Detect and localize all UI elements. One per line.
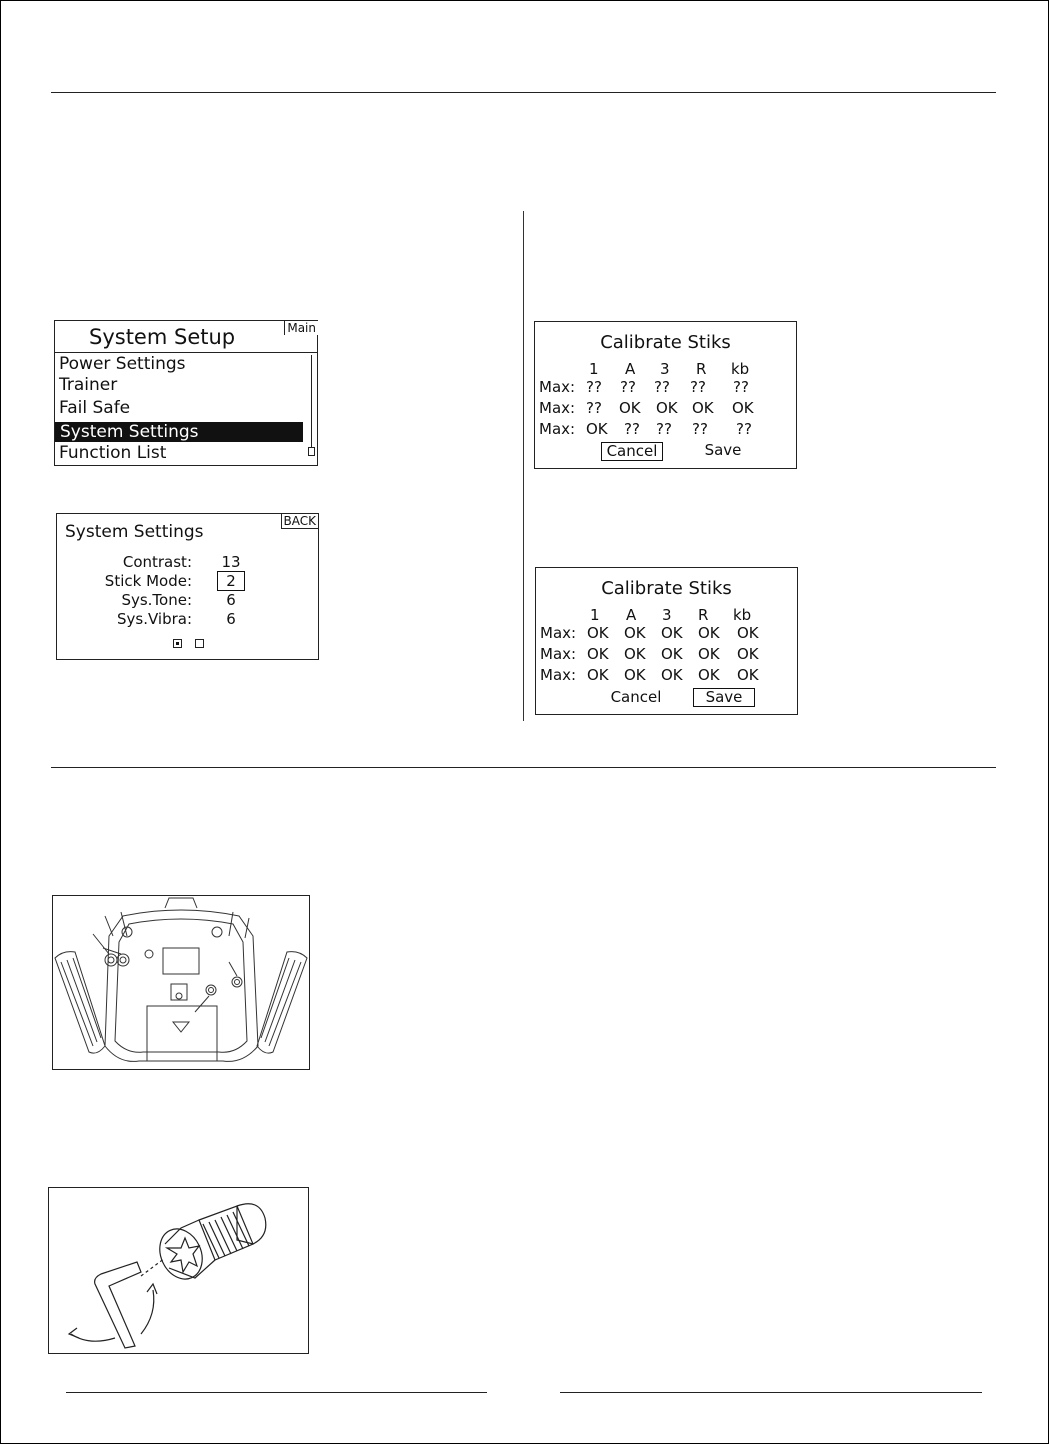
header-1: 1 bbox=[590, 606, 600, 624]
row-value: ?? bbox=[586, 399, 602, 417]
row-value: ?? bbox=[620, 378, 636, 396]
row-value: OK bbox=[587, 666, 609, 684]
row-value: ?? bbox=[654, 378, 670, 396]
allen-key-figure bbox=[48, 1187, 309, 1354]
row-label: Max: bbox=[539, 399, 576, 417]
row-value: OK bbox=[698, 645, 720, 663]
header-3: 3 bbox=[660, 360, 670, 378]
page-indicator-1[interactable] bbox=[173, 639, 182, 648]
row-value: ?? bbox=[692, 420, 708, 438]
row-value: ?? bbox=[733, 378, 749, 396]
row-label: Max: bbox=[540, 666, 577, 684]
footer-rule-right bbox=[560, 1392, 982, 1393]
save-button[interactable]: Save bbox=[693, 688, 755, 707]
header-1: 1 bbox=[589, 360, 599, 378]
header-a: A bbox=[625, 360, 636, 378]
row-value: OK bbox=[737, 645, 759, 663]
back-button[interactable]: BACK bbox=[281, 513, 319, 529]
header-kb: kb bbox=[731, 360, 750, 378]
page-indicator-2[interactable] bbox=[195, 639, 204, 648]
row-value: ?? bbox=[624, 420, 640, 438]
scrollbar-track[interactable] bbox=[311, 355, 312, 453]
row-value: OK bbox=[656, 399, 678, 417]
footer-rule-left bbox=[66, 1392, 487, 1393]
row-label: Max: bbox=[539, 420, 576, 438]
row-value: ?? bbox=[586, 378, 602, 396]
sys-vibra-value[interactable]: 6 bbox=[226, 610, 236, 628]
header-3: 3 bbox=[662, 606, 672, 624]
menu-item-system-settings[interactable]: System Settings bbox=[55, 422, 303, 442]
sys-tone-label: Sys.Tone: bbox=[121, 591, 192, 609]
row-label: Max: bbox=[540, 624, 577, 642]
row-value: OK bbox=[619, 399, 641, 417]
save-button[interactable]: Save bbox=[704, 441, 742, 459]
sys-vibra-label: Sys.Vibra: bbox=[116, 610, 192, 628]
cancel-button[interactable]: Cancel bbox=[601, 442, 663, 461]
screen-title: System Settings bbox=[65, 522, 204, 542]
calibrate-screen-1 bbox=[534, 321, 797, 469]
row-value: OK bbox=[737, 624, 759, 642]
allen-key-drawing bbox=[49, 1188, 308, 1353]
row-value: OK bbox=[692, 399, 714, 417]
row-value: ?? bbox=[736, 420, 752, 438]
row-value: OK bbox=[586, 420, 608, 438]
row-value: OK bbox=[698, 624, 720, 642]
header-kb: kb bbox=[733, 606, 752, 624]
stick-mode-label: Stick Mode: bbox=[104, 572, 192, 590]
row-value: OK bbox=[587, 624, 609, 642]
header-r: R bbox=[698, 606, 709, 624]
row-label: Max: bbox=[540, 645, 577, 663]
main-tab[interactable]: Main bbox=[284, 320, 318, 335]
stick-mode-value[interactable]: 2 bbox=[217, 571, 245, 591]
contrast-value[interactable]: 13 bbox=[221, 553, 241, 571]
menu-item-power-settings[interactable]: Power Settings bbox=[59, 354, 186, 374]
menu-item-function-list[interactable]: Function List bbox=[59, 443, 167, 463]
row-value: OK bbox=[624, 624, 646, 642]
contrast-label: Contrast: bbox=[122, 553, 192, 571]
header-r: R bbox=[696, 360, 707, 378]
top-rule bbox=[51, 92, 996, 93]
header-a: A bbox=[626, 606, 637, 624]
row-value: OK bbox=[661, 645, 683, 663]
row-value: OK bbox=[698, 666, 720, 684]
system-setup-screen bbox=[54, 320, 318, 466]
row-value: ?? bbox=[690, 378, 706, 396]
screen-title: Calibrate Stiks bbox=[600, 332, 731, 353]
calibrate-screen-2 bbox=[535, 567, 798, 715]
row-value: OK bbox=[624, 645, 646, 663]
system-settings-screen bbox=[56, 513, 319, 660]
row-value: OK bbox=[732, 399, 754, 417]
screen-title: System Setup bbox=[89, 325, 236, 349]
column-divider bbox=[523, 211, 524, 721]
title-divider bbox=[55, 352, 317, 353]
screen-title: Calibrate Stiks bbox=[601, 578, 732, 599]
menu-item-fail-safe[interactable]: Fail Safe bbox=[59, 398, 131, 418]
cancel-button[interactable]: Cancel bbox=[610, 688, 662, 706]
transmitter-back-figure bbox=[52, 895, 310, 1070]
sys-tone-value[interactable]: 6 bbox=[226, 591, 236, 609]
menu-item-trainer[interactable]: Trainer bbox=[59, 375, 118, 395]
row-value: OK bbox=[624, 666, 646, 684]
row-value: ?? bbox=[656, 420, 672, 438]
section-rule bbox=[51, 767, 996, 768]
transmitter-back-drawing bbox=[53, 896, 309, 1069]
row-label: Max: bbox=[539, 378, 576, 396]
row-value: OK bbox=[661, 666, 683, 684]
row-value: OK bbox=[661, 624, 683, 642]
row-value: OK bbox=[737, 666, 759, 684]
row-value: OK bbox=[587, 645, 609, 663]
scrollbar-thumb[interactable] bbox=[308, 447, 315, 456]
